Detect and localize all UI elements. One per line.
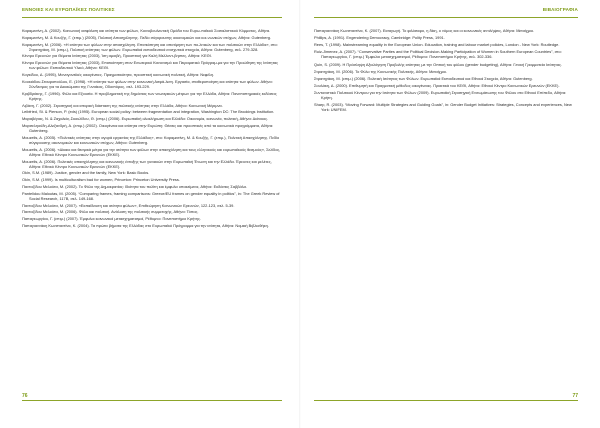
reference-entry: Leibfried, St. & Pierson, P. (eds) (1995). European social policy: between fragmentation and integration, Washington DC: The Brookings Institution. bbox=[22, 109, 275, 115]
reference-entry: Quin, S. (2009). Η Πρόσληψη Αξιολόγηση Προβολής ισότητας με την Οπτική του φύλου (gender budgeting), Αθήνα: Γενική Γραμματεία Ισότητας. bbox=[314, 61, 562, 67]
reference-entry: Κριβδράκης, Γ. (1996). Φύλο και Εξουσία. Η προβληματική της δημόσιας των νεωτερικών μέτρων για την Ελλάδα, Αθήνα: Πανεπιστημιακές εκδόσεις Κρήτης. bbox=[22, 90, 277, 101]
right-header-title: ΒΙΒΛΙΟΓΡΑΦΙΑ bbox=[542, 7, 578, 12]
reference-entry: Στρατηγάκη, Μ. (2006). Το Φύλο της Κοινωνικής Πολιτικής, Αθήνα: Μεταίχμιο. bbox=[314, 68, 448, 74]
reference-entry: Mouzelis, A. (2006). «Δίκαιο και θεσμικά μέτρα για την ισότητα των φύλων στην απασχόληση και τους ελληνικούς και ευρωπαϊκούς θεσμούς», Σελίδος, Αθήνα: Εθνικό Κέντρο Κοινωνικών Ερευνών (ΕΚΚΕ). bbox=[22, 146, 281, 157]
reference-entry: Παπαγεωργίου, Γ. (επιμ.) (2007). Έμφυλοι κοινωνικοί μετασχηματισμοί, Ρέθυμνο: Πανεπιστήμιο Κρήτης. bbox=[22, 216, 201, 222]
left-running-header bbox=[22, 6, 282, 20]
reference-entry: Στρατηγάκη, Μ. (επιμ.) (2006). Πολιτική Ισότητας των Φύλων. Ευρωπαϊκά Εκπαιδευτικά και Εθνικά Στοιχεία, Αθήνα: Gutenberg. bbox=[314, 75, 533, 81]
reference-entry: Πανταζίδου Μελούτα, Μ. (2006). Φύλο και πολιτική. Ανάλυση της πολιτικής συμμετοχής, Αθήνα: Τόπος. bbox=[22, 209, 199, 215]
right-footer-rule bbox=[314, 400, 578, 401]
left-header-rule bbox=[22, 17, 282, 18]
left-page-number: 76 bbox=[22, 393, 28, 399]
right-page-number: 77 bbox=[572, 393, 578, 399]
reference-entry: Κουκιάδου-Σταυροπούλου, Ε. (1998). «Η ισότητα των φύλων στην κοινωνική Ασφά-λιση. Εργασία, σταθεροποίηση και ισότητα των φύλων. Αθήνα: Σύνδεσμος για τα Δικαιώματα της Γυναίκας, Οδοιπόρος, σελ. 193-229. bbox=[22, 78, 273, 89]
reference-entry: Παπαγιαννάκη Κωνσταντίνα, Κ. (2007). Εισαγωγή. Το φιλόσοφο, η δίκη, ο νόμος και οι κοινωνικές αντιλήψεις, Αθήνα: Μεταίχμιο. bbox=[314, 28, 535, 33]
reference-entry: Phillips, A. (1991). Engendering Democracy, Cambridge: Polity Press, 1991. bbox=[314, 35, 445, 41]
reference-entry: Mouzelis, A. (2006). Πολιτικές απασχόλησης και κοινωνικής ένταξης των γυναικών στην Ευρωπαϊκή Ένωση και την Ελλάδα. Έρευνες και μελέτες, Αθήνα: Εθνικό Κέντρο Κοινωνικών Ερευνών (ΕΚΚΕ). bbox=[22, 158, 272, 169]
reference-entry: Okin, S.M. (1989). Justice, gender and the family, New York: Basic Books. bbox=[22, 170, 150, 176]
reference-entry: Σουλάκη, Δ. (2000). Επιθυμητή και Πραγματική μέθοδος οικογένειας. Πρακτικά του ΚΕΘΙ, Αθήνα: Εθνικό Κέντρο Κοινωνικών Ερευνών (ΕΚΚΕ). bbox=[314, 82, 560, 88]
reference-entry: Pantelidou Maloutas, M. (2005). “Comparing frames, framing comparisons: Greece/EU frames on gender equality in politics”, in: The Greek Review of Social Research, 117B, σελ. 149-168. bbox=[22, 190, 280, 201]
reference-entry: Πανταζίδου Μελούτα, Μ. (2002). Το Φύλο της Δημοκρατίας: Ιδιότητα του πολίτη και έμφυλα υποκείμενα, Αθήνα: Εκδόσεις Σαββάλα. bbox=[22, 184, 247, 190]
reference-entry: Παπαγιαννάκη Κωνσταντίνα, Κ. (2004). Τα πρώτα βήματα της Ελλάδας στο Ευρωπαϊκό Πρόγραμμα για την ισότητα, Αθήνα: Νομική Βιβλιοθήκη. bbox=[22, 223, 269, 229]
reference-entry: Καραμεσίνη, Μ. (2006). «Η ισότητα των φύλων στην απασχόληση. Επισκόπηση και αποτίμηση των πο-λιτικών και των πολιτικών στην Ελλάδα», στο: Στρατηγάκη, Μ. (επιμ.), Πολιτική ισότητας των φύλων. Ευρωπαϊκά εκπαιδευτικά ενισχυτικά στοιχεία, Αθήνα: Gutenberg, σελ. 279-328. bbox=[22, 41, 278, 52]
reference-entry: Λιβάνη, Γ. (2002). Στρατηγική και ιστορική διάσταση της πολιτικής ισότητας στην Ελλάδα, Αθήνα: Κοινωνική Μέριμνα. bbox=[22, 102, 223, 108]
left-footer-rule bbox=[22, 400, 282, 401]
reference-entry: Ruiz-Jimenez, A. (2007). “Conservative Parties and the Political Decision-Making Participation of Women in Southern European Countries”, στο: Παπαγεωργίου, Γ. (επιμ.) Έμφυλοι μετασχηματισμοί, Ρέθυμνο: Πανεπιστήμιο Κρήτης, σελ. 302-336. bbox=[314, 49, 562, 60]
reference-entry: Κέντρο Ερευνών για Θέματα Ισότητας (2003), Ίση αμοιβή, Προοπτική για Καλή Μελλοντ-βηστες, Αθήνα: ΚΕΘΙ. bbox=[22, 53, 212, 59]
left-header-title: ΕΝΝΟΙΕΣ ΚΑΙ ΕΥΡΩΠΑΪΚΕΣ ΠΟΛΙΤΙΚΕΣ bbox=[22, 7, 115, 12]
reference-entry: Καραμεσίνη, Α. (2002). Κοινωνική ασφάλιση και ισότητα των φύλων, Κοινοβουλευτική Ομάδα του Ευρω-παϊκού Σοσιαλιστικού Κόμματος, Αθήνα. bbox=[22, 28, 271, 33]
right-page bbox=[300, 0, 600, 428]
reference-entry: Συντονιστικό Πολιτικού Κέντρου για την Ισότητα των Φύλων (2009). Ευρωπαϊκή Στρατηγική Ενσωμάτωσης του Φύλου στο Εθνικό Επίπεδο, Αθήνα: Κρήτη. bbox=[314, 89, 567, 101]
reference-entry: Rees, T. (1998). Mainstreaming equality in the European Union. Education, training and labour market policies, London - New York: Routledge. bbox=[314, 42, 560, 48]
right-header-rule bbox=[314, 17, 578, 18]
reference-entry: Κογκίδου, Δ. (1995), Μονογονεϊκές οικογένειες. Πραγματικότητα, προοπτική κοινωνική πολιτική, Αθήνα: Νεφέλη. bbox=[22, 72, 215, 78]
right-running-header bbox=[314, 6, 578, 20]
reference-entry: Μαρσεληούδη-Αλεξανδρή, Α. (επιμ.) (2002). Οικογένεια και ισότητα στην Ευρώπη: Θέσεις και προοπτικές από τα κοινωνικά προγράμματα, Αθήνα: Gutenberg. bbox=[22, 122, 274, 134]
right-reference-list bbox=[314, 28, 578, 113]
reference-entry: Sharp, R. (2003). “Moving Forward: Multiple Strategies and Guiding Goals”, in: Gender Budget Initiatives: Strategies, Concepts and experiences, New York: UNIFEM. bbox=[314, 102, 572, 113]
reference-entry: Πανταζίδου Μελούτα, Μ. (2007). «Εκπαίδευση και ισότητα φύλων», Επιθεώρηση Κοινωνικών Ερευνών, 122-123, σελ. 5-39. bbox=[22, 202, 235, 208]
reference-entry: Μαραβέγιας, Ν. & Ζαχαλιάς-Σκουλίδου, Θ. (επιμ.) (2006). Ευρωπαϊκή ολοκλήρωση και Ελλάδα: Οικονομία, κοινωνία, πολιτική, Αθήνα: Διόνικος. bbox=[22, 116, 269, 122]
reference-entry: Mouzelis, A. (2005). «Πολιτικές ισότητας στην αγορά εργασίας της Ελλάδας», στο: Καραμεσίνη, Μ. & Κουζής, Γ. (επιμ.), Πολιτική Απασχόλησης. Πεδίο σύγκρουσης οικονομικών και κοινωνικών στόχων, Αθήνα: Gutenberg. bbox=[22, 134, 280, 145]
reference-entry: Καραμεσίνη, Μ. & Κουζής, Γ. (επιμ.) (2005), Πολιτική Απασχόλησης. Πεδίο σύγκρουσης οικονομικών και κοι-νωνικών στόχων, Αθήνα: Gutenberg. bbox=[22, 34, 272, 40]
left-reference-list bbox=[22, 28, 282, 228]
reference-entry: Κέντρο Ερευνών για Θέματα Ισότητας (2003), Επισκόπηση στον Εσωτερικό Κανονισμό και Πειραματικό Πρόγραμ-μα για την Προώθηση της Ισότητας των φύλων: Εκπαιδευτικό Υλικό, Αθήνα: ΚΕΘΙ. bbox=[22, 60, 279, 71]
reference-entry: Okin, S.M. (1999). Is multiculturalism bad for women, Princeton: Princeton University Press. bbox=[22, 177, 180, 183]
